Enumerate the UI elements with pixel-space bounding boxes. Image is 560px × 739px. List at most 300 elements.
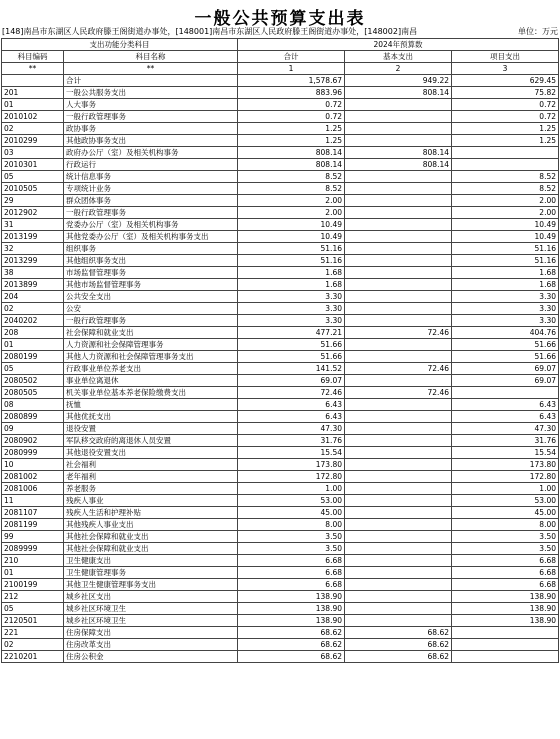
row-project: 6.43 (452, 411, 559, 423)
row-name: 一般公共服务支出 (64, 87, 238, 99)
row-total: 1.00 (238, 483, 345, 495)
row-code: 01 (2, 567, 64, 579)
table-row (2, 507, 559, 519)
row-name: 退役安置 (64, 423, 238, 435)
row-project: 51.16 (452, 255, 559, 267)
row-total: 3.30 (238, 291, 345, 303)
row-name: 军队移交政府的离退休人员安置 (64, 435, 238, 447)
row-basic (345, 483, 452, 495)
table-row (2, 567, 559, 579)
header-total: 合计 (238, 51, 345, 63)
row-basic (345, 123, 452, 135)
header-star-code: ** (2, 63, 64, 75)
row-total: 6.68 (238, 555, 345, 567)
row-name: 政府办公厅（室）及相关机构事务 (64, 147, 238, 159)
row-total: 0.72 (238, 99, 345, 111)
row-project: 3.50 (452, 531, 559, 543)
table-row (2, 291, 559, 303)
row-code: 10 (2, 459, 64, 471)
row-total: 8.52 (238, 183, 345, 195)
row-name: 事业单位离退休 (64, 375, 238, 387)
table-row (2, 183, 559, 195)
row-name: 住房保障支出 (64, 627, 238, 639)
row-basic: 808.14 (345, 159, 452, 171)
row-name: 养老服务 (64, 483, 238, 495)
table-row (2, 303, 559, 315)
row-project: 51.16 (452, 243, 559, 255)
row-basic (345, 291, 452, 303)
row-code: 201 (2, 87, 64, 99)
row-code: 221 (2, 627, 64, 639)
header-row-group (2, 39, 559, 51)
row-code: 31 (2, 219, 64, 231)
row-code: 212 (2, 591, 64, 603)
row-name: 公安 (64, 303, 238, 315)
row-project (452, 387, 559, 399)
row-code: 2080899 (2, 411, 64, 423)
row-total: 3.50 (238, 543, 345, 555)
row-total: 1.25 (238, 123, 345, 135)
table-row (2, 399, 559, 411)
row-name: 其他退役安置支出 (64, 447, 238, 459)
row-name: 公共安全支出 (64, 291, 238, 303)
row-basic (345, 255, 452, 267)
row-name: 一般行政管理事务 (64, 207, 238, 219)
row-project (452, 627, 559, 639)
row-basic (345, 423, 452, 435)
row-basic (345, 171, 452, 183)
row-code: 38 (2, 267, 64, 279)
header-index-3: 3 (452, 63, 559, 75)
row-basic (345, 111, 452, 123)
row-name: 其他人力资源和社会保障管理事务支出 (64, 351, 238, 363)
row-code: 2100199 (2, 579, 64, 591)
row-project: 6.43 (452, 399, 559, 411)
row-project: 47.30 (452, 423, 559, 435)
row-project: 3.30 (452, 315, 559, 327)
row-basic (345, 399, 452, 411)
row-total: 6.43 (238, 399, 345, 411)
row-code: 2120501 (2, 615, 64, 627)
header-row-index (2, 63, 559, 75)
row-project: 138.90 (452, 591, 559, 603)
row-total: 173.80 (238, 459, 345, 471)
row-project: 8.00 (452, 519, 559, 531)
row-basic (345, 603, 452, 615)
budget-table (1, 38, 559, 663)
row-project: 1.68 (452, 267, 559, 279)
table-row (2, 99, 559, 111)
row-name: 其他组织事务支出 (64, 255, 238, 267)
row-code: 2010301 (2, 159, 64, 171)
row-code: 2010102 (2, 111, 64, 123)
row-project: 51.66 (452, 339, 559, 351)
table-row (2, 459, 559, 471)
row-project: 138.90 (452, 603, 559, 615)
row-name: 抚恤 (64, 399, 238, 411)
row-project (452, 147, 559, 159)
row-total: 172.80 (238, 471, 345, 483)
row-code: 02 (2, 303, 64, 315)
table-row (2, 579, 559, 591)
row-basic: 68.62 (345, 651, 452, 663)
row-total: 6.43 (238, 411, 345, 423)
row-code: 2210201 (2, 651, 64, 663)
row-name: 城乡社区环境卫生 (64, 615, 238, 627)
row-code: 03 (2, 147, 64, 159)
row-total: 138.90 (238, 591, 345, 603)
row-project: 173.80 (452, 459, 559, 471)
row-project: 1.25 (452, 123, 559, 135)
row-total: 68.62 (238, 627, 345, 639)
row-total: 72.46 (238, 387, 345, 399)
row-name: 市场监督管理事务 (64, 267, 238, 279)
header-basic: 基本支出 (345, 51, 452, 63)
row-basic (345, 495, 452, 507)
row-project: 3.30 (452, 291, 559, 303)
row-total: 10.49 (238, 231, 345, 243)
header-project: 项目支出 (452, 51, 559, 63)
row-name: 其他社会保障和就业支出 (64, 531, 238, 543)
table-row (2, 591, 559, 603)
row-project: 31.76 (452, 435, 559, 447)
row-code: 2081199 (2, 519, 64, 531)
row-basic (345, 279, 452, 291)
table-row (2, 411, 559, 423)
row-project: 172.80 (452, 471, 559, 483)
row-basic (345, 567, 452, 579)
row-project: 1.68 (452, 279, 559, 291)
row-name: 住房改革支出 (64, 639, 238, 651)
row-project (452, 639, 559, 651)
row-code: 02 (2, 123, 64, 135)
row-total: 68.62 (238, 639, 345, 651)
row-total: 69.07 (238, 375, 345, 387)
row-total: 477.21 (238, 327, 345, 339)
row-name: 行政事业单位养老支出 (64, 363, 238, 375)
page-title: 一般公共预算支出表 (194, 9, 366, 29)
row-name: 其他政协事务支出 (64, 135, 238, 147)
row-total: 51.66 (238, 339, 345, 351)
row-basic (345, 351, 452, 363)
row-code: 02 (2, 639, 64, 651)
row-code: 2081107 (2, 507, 64, 519)
row-total: 2.00 (238, 207, 345, 219)
row-total: 138.90 (238, 615, 345, 627)
table-row (2, 531, 559, 543)
row-total: 47.30 (238, 423, 345, 435)
row-basic (345, 435, 452, 447)
row-project (452, 651, 559, 663)
row-code: 2080999 (2, 447, 64, 459)
table-row (2, 483, 559, 495)
row-code: 2081006 (2, 483, 64, 495)
row-project: 69.07 (452, 363, 559, 375)
row-name: 一般行政管理事务 (64, 315, 238, 327)
table-row (2, 171, 559, 183)
row-code: 09 (2, 423, 64, 435)
header-row-columns (2, 51, 559, 63)
row-basic: 808.14 (345, 87, 452, 99)
row-basic: 72.46 (345, 327, 452, 339)
row-name: 其他党委办公厅（室）及相关机构事务支出 (64, 231, 238, 243)
row-total: 808.14 (238, 159, 345, 171)
table-row (2, 147, 559, 159)
row-total: 1.25 (238, 135, 345, 147)
row-basic (345, 231, 452, 243)
header-code: 科目编码 (2, 51, 64, 63)
table-row (2, 255, 559, 267)
row-code: 2081002 (2, 471, 64, 483)
row-total: 68.62 (238, 651, 345, 663)
table-row (2, 123, 559, 135)
row-project: 69.07 (452, 375, 559, 387)
row-project: 51.66 (452, 351, 559, 363)
row-name: 统计信息事务 (64, 171, 238, 183)
row-name: 老年福利 (64, 471, 238, 483)
row-name: 群众团体事务 (64, 195, 238, 207)
header-group-budget-year: 2024年预算数 (238, 39, 559, 51)
row-basic: 68.62 (345, 639, 452, 651)
row-name: 其他卫生健康管理事务支出 (64, 579, 238, 591)
row-code: 208 (2, 327, 64, 339)
row-code: 11 (2, 495, 64, 507)
row-name: 其他优抚支出 (64, 411, 238, 423)
row-basic (345, 315, 452, 327)
row-total: 10.49 (238, 219, 345, 231)
row-name: 其他市场监督管理事务 (64, 279, 238, 291)
row-basic (345, 531, 452, 543)
row-basic (345, 615, 452, 627)
row-project: 404.76 (452, 327, 559, 339)
table-row (2, 555, 559, 567)
row-basic: 72.46 (345, 387, 452, 399)
row-name: 社会保障和就业支出 (64, 327, 238, 339)
row-name: 其他残疾人事业支出 (64, 519, 238, 531)
row-project: 1.25 (452, 135, 559, 147)
row-name: 行政运行 (64, 159, 238, 171)
row-code: 05 (2, 603, 64, 615)
table-row (2, 603, 559, 615)
row-project: 8.52 (452, 171, 559, 183)
row-total: 1.68 (238, 267, 345, 279)
row-code: 2080902 (2, 435, 64, 447)
table-row (2, 351, 559, 363)
row-name: 党委办公厅（室）及相关机构事务 (64, 219, 238, 231)
row-basic (345, 519, 452, 531)
row-basic (345, 579, 452, 591)
table-row (2, 543, 559, 555)
row-project: 10.49 (452, 231, 559, 243)
table-row (2, 615, 559, 627)
row-name: 卫生健康管理事务 (64, 567, 238, 579)
table-row (2, 471, 559, 483)
row-name: 住房公积金 (64, 651, 238, 663)
table-row (2, 639, 559, 651)
row-name: 政协事务 (64, 123, 238, 135)
header-star-name: ** (64, 63, 238, 75)
row-code: 2089999 (2, 543, 64, 555)
row-total: 0.72 (238, 111, 345, 123)
row-project (452, 159, 559, 171)
row-code: 2013299 (2, 255, 64, 267)
row-total: 51.16 (238, 243, 345, 255)
row-total: 3.50 (238, 531, 345, 543)
row-total: 51.16 (238, 255, 345, 267)
row-basic (345, 507, 452, 519)
row-basic: 808.14 (345, 147, 452, 159)
table-body (2, 75, 559, 663)
row-total: 141.52 (238, 363, 345, 375)
row-code: 2010505 (2, 183, 64, 195)
row-project: 629.45 (452, 75, 559, 87)
row-name: 残疾人生活和护理补贴 (64, 507, 238, 519)
row-project: 2.00 (452, 195, 559, 207)
row-name: 城乡社区环境卫生 (64, 603, 238, 615)
row-total: 883.96 (238, 87, 345, 99)
row-total: 138.90 (238, 603, 345, 615)
row-basic (345, 303, 452, 315)
table-row (2, 339, 559, 351)
row-total: 3.30 (238, 315, 345, 327)
row-basic (345, 207, 452, 219)
row-code: 2080505 (2, 387, 64, 399)
table-row (2, 231, 559, 243)
row-name: 残疾人事业 (64, 495, 238, 507)
row-basic (345, 339, 452, 351)
row-code: 01 (2, 339, 64, 351)
table-row (2, 243, 559, 255)
header-group-function: 支出功能分类科目 (2, 39, 238, 51)
row-code: 32 (2, 243, 64, 255)
row-total: 1,578.67 (238, 75, 345, 87)
row-total: 6.68 (238, 579, 345, 591)
table-row (2, 159, 559, 171)
row-project: 10.49 (452, 219, 559, 231)
table-row (2, 315, 559, 327)
row-code: 2013199 (2, 231, 64, 243)
row-name: 人大事务 (64, 99, 238, 111)
row-name: 组织事务 (64, 243, 238, 255)
row-code: 05 (2, 363, 64, 375)
row-basic (345, 555, 452, 567)
row-name: 社会福利 (64, 459, 238, 471)
row-name: 城乡社区支出 (64, 591, 238, 603)
table-row (2, 219, 559, 231)
row-code: 2012902 (2, 207, 64, 219)
row-basic (345, 411, 452, 423)
row-code: 2010299 (2, 135, 64, 147)
row-name: 一般行政管理事务 (64, 111, 238, 123)
row-total: 6.68 (238, 567, 345, 579)
table-row (2, 87, 559, 99)
row-basic (345, 219, 452, 231)
header-name: 科目名称 (64, 51, 238, 63)
table-row (2, 519, 559, 531)
row-project: 45.00 (452, 507, 559, 519)
row-code: 29 (2, 195, 64, 207)
row-project: 0.72 (452, 99, 559, 111)
row-code (2, 75, 64, 87)
row-project: 2.00 (452, 207, 559, 219)
unit-scope-line: [148]南昌市东湖区人民政府滕王阁街道办事处，[148001]南昌市东湖区人民政府滕王阁街道办事处，[148002]南昌 (2, 27, 418, 36)
table-row (2, 135, 559, 147)
row-total: 45.00 (238, 507, 345, 519)
table-row (2, 363, 559, 375)
row-total: 3.30 (238, 303, 345, 315)
row-total: 2.00 (238, 195, 345, 207)
row-code: 05 (2, 171, 64, 183)
row-name: 人力资源和社会保障管理事务 (64, 339, 238, 351)
row-project: 53.00 (452, 495, 559, 507)
row-total: 15.54 (238, 447, 345, 459)
table-row (2, 627, 559, 639)
row-name: 合计 (64, 75, 238, 87)
row-code: 204 (2, 291, 64, 303)
table-row (2, 75, 559, 87)
table-row (2, 435, 559, 447)
table-row (2, 387, 559, 399)
row-basic (345, 195, 452, 207)
row-code: 210 (2, 555, 64, 567)
table-row (2, 423, 559, 435)
row-basic (345, 183, 452, 195)
row-code: 2040202 (2, 315, 64, 327)
table-row (2, 195, 559, 207)
table-row (2, 207, 559, 219)
row-code: 99 (2, 531, 64, 543)
row-basic (345, 375, 452, 387)
row-name: 专项统计业务 (64, 183, 238, 195)
row-code: 01 (2, 99, 64, 111)
header-index-1: 1 (238, 63, 345, 75)
row-project: 6.68 (452, 579, 559, 591)
table-row (2, 495, 559, 507)
row-basic (345, 447, 452, 459)
row-total: 53.00 (238, 495, 345, 507)
row-code: 08 (2, 399, 64, 411)
row-basic (345, 591, 452, 603)
table-row (2, 111, 559, 123)
row-project: 138.90 (452, 615, 559, 627)
row-project: 6.68 (452, 567, 559, 579)
table-row (2, 447, 559, 459)
row-project: 15.54 (452, 447, 559, 459)
table-row (2, 651, 559, 663)
row-basic (345, 471, 452, 483)
row-code: 2080502 (2, 375, 64, 387)
row-total: 31.76 (238, 435, 345, 447)
row-basic: 949.22 (345, 75, 452, 87)
row-basic (345, 99, 452, 111)
row-project: 75.82 (452, 87, 559, 99)
row-code: 2080199 (2, 351, 64, 363)
row-project: 8.52 (452, 183, 559, 195)
row-basic (345, 543, 452, 555)
row-project: 3.50 (452, 543, 559, 555)
row-basic (345, 267, 452, 279)
row-total: 808.14 (238, 147, 345, 159)
header-index-2: 2 (345, 63, 452, 75)
row-basic: 72.46 (345, 363, 452, 375)
table-row (2, 375, 559, 387)
unit-label: 单位：万元 (518, 27, 558, 36)
row-project: 3.30 (452, 303, 559, 315)
row-project: 6.68 (452, 555, 559, 567)
row-basic: 68.62 (345, 627, 452, 639)
row-name: 卫生健康支出 (64, 555, 238, 567)
row-total: 8.00 (238, 519, 345, 531)
